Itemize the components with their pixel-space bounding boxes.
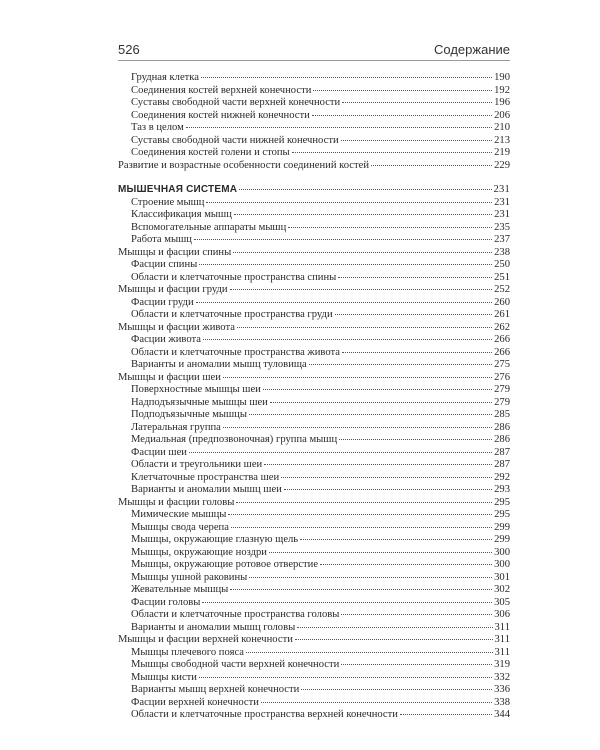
toc-entry-page: 237 — [494, 234, 510, 245]
toc-entry-page: 250 — [494, 259, 510, 270]
toc-entry-page: 286 — [494, 421, 510, 433]
toc-entry-page: 299 — [494, 521, 510, 533]
toc-entry-page: 301 — [494, 571, 510, 583]
toc-entry-page: 260 — [494, 296, 510, 308]
toc-entry[interactable] — [118, 259, 510, 272]
dot-leader — [261, 702, 492, 703]
toc-entry-page: 192 — [494, 84, 510, 96]
toc-entry[interactable] — [118, 122, 510, 135]
toc-entry[interactable] — [118, 509, 510, 522]
toc-entry-page: 319 — [494, 659, 510, 670]
dot-leader — [230, 289, 493, 290]
toc-entry-title: Фасции спины — [131, 259, 198, 270]
toc-entry-page: 311 — [494, 646, 510, 658]
dot-leader — [186, 127, 492, 128]
dot-leader — [199, 264, 492, 265]
toc-entry[interactable] — [118, 709, 510, 722]
dot-leader — [196, 302, 492, 303]
toc-entry-title: Соединения костей верхней конечности — [131, 84, 312, 96]
toc-entry-title: Варианты и аномалии мышц головы — [131, 621, 296, 633]
toc-entry[interactable] — [118, 534, 510, 547]
toc-entry-title: Строение мышц — [131, 196, 205, 208]
toc-entry[interactable] — [118, 197, 510, 210]
toc-entry-title: Мышцы ушной раковины — [131, 571, 248, 583]
toc-entry[interactable] — [118, 697, 510, 710]
dot-leader — [341, 140, 492, 141]
toc-entry-page: 338 — [494, 696, 510, 708]
toc-entry-page: 238 — [494, 246, 510, 258]
dot-leader — [309, 364, 492, 365]
toc-entry[interactable] — [118, 597, 510, 610]
toc-entry-page: 276 — [494, 371, 510, 383]
dot-leader — [199, 677, 492, 678]
toc-entry-page: 231 — [494, 209, 510, 220]
toc-entry-title: Варианты и аномалии мышц шеи — [131, 484, 282, 495]
toc-entry[interactable] — [118, 409, 510, 422]
toc-entry-page: 229 — [494, 159, 510, 171]
dot-leader — [189, 452, 492, 453]
toc-entry-page: 336 — [494, 684, 510, 695]
toc-entry-title: Мышцы кисти — [131, 671, 197, 683]
dot-leader — [342, 352, 492, 353]
dot-leader — [301, 689, 492, 690]
dot-leader — [233, 252, 492, 253]
toc-entry-title: Соединения костей нижней конечности — [131, 109, 310, 121]
dot-leader — [292, 152, 492, 153]
toc-entry-title: Области и треугольники шеи — [131, 459, 263, 470]
toc-entry-title: Жевательные мышцы — [131, 584, 229, 595]
toc-entry-page: 299 — [494, 534, 510, 545]
toc-entry-title: Работа мышц — [131, 234, 192, 245]
toc-entry-title: Грудная клетка — [131, 72, 199, 83]
toc-entry-page: 300 — [494, 559, 510, 570]
toc-group-joints — [118, 72, 510, 172]
toc-entry-title: Мышцы, окружающие ноздри — [131, 546, 267, 558]
dot-leader — [263, 389, 492, 390]
page-header — [118, 40, 510, 61]
toc-entry[interactable] — [118, 522, 510, 535]
toc-entry[interactable] — [118, 160, 510, 173]
toc-entry-title: Мышцы и фасции головы — [118, 496, 235, 508]
toc-entry-page: 210 — [494, 122, 510, 133]
table-of-contents — [118, 72, 510, 722]
toc-entry[interactable] — [118, 135, 510, 148]
toc-entry-title: Мимические мышцы — [131, 509, 227, 520]
toc-entry-page: 279 — [494, 384, 510, 395]
toc-entry[interactable] — [118, 347, 510, 360]
dot-leader — [223, 377, 492, 378]
dot-leader — [335, 314, 492, 315]
dot-leader — [339, 439, 492, 440]
toc-entry-page: 275 — [494, 359, 510, 370]
dot-leader — [295, 639, 493, 640]
dot-leader — [341, 614, 492, 615]
toc-entry-title: Области и клетчаточные пространства спины — [131, 271, 337, 283]
dot-leader — [264, 464, 492, 465]
toc-entry[interactable] — [118, 622, 510, 635]
page-number: 526 — [118, 42, 140, 57]
dot-leader — [249, 414, 492, 415]
toc-entry[interactable] — [118, 434, 510, 447]
toc-entry-page: 306 — [494, 609, 510, 620]
toc-entry-page: 286 — [494, 434, 510, 445]
dot-leader — [223, 427, 492, 428]
toc-entry[interactable] — [118, 72, 510, 85]
dot-leader — [400, 714, 492, 715]
toc-entry-page: 300 — [494, 546, 510, 558]
toc-entry-title: Суставы свободной части верхней конечности — [131, 97, 341, 108]
toc-section-page: 231 — [493, 184, 510, 195]
dot-leader — [341, 664, 492, 665]
dot-leader — [194, 239, 492, 240]
toc-entry-page: 344 — [494, 709, 510, 720]
toc-entry[interactable] — [118, 85, 510, 98]
dot-leader — [206, 202, 492, 203]
dot-leader — [237, 327, 492, 328]
toc-entry[interactable] — [118, 472, 510, 485]
toc-entry-page: 251 — [494, 271, 510, 283]
toc-entry-title: Мышцы и фасции шеи — [118, 371, 221, 383]
dot-leader — [313, 90, 492, 91]
toc-entry-page: 302 — [494, 584, 510, 595]
toc-section-title: МЫШЕЧНАЯ СИСТЕМА — [118, 184, 238, 195]
toc-entry[interactable] — [118, 684, 510, 697]
toc-entry[interactable] — [118, 584, 510, 597]
dot-leader — [320, 564, 492, 565]
dot-leader — [201, 77, 492, 78]
toc-entry[interactable] — [118, 234, 510, 247]
toc-entry-title: Области и клетчаточные пространства головы — [131, 609, 340, 620]
toc-entry-title: Мышцы и фасции спины — [118, 246, 232, 258]
toc-entry-title: Вспомогательные аппараты мышц — [131, 221, 287, 233]
dot-leader — [236, 502, 492, 503]
toc-entry[interactable] — [118, 447, 510, 460]
toc-entry[interactable] — [118, 484, 510, 497]
toc-entry-title: Фасции груди — [131, 296, 194, 308]
dot-leader — [288, 227, 492, 228]
dot-leader — [203, 339, 492, 340]
dot-leader — [312, 115, 492, 116]
toc-entry-page: 266 — [494, 334, 510, 345]
dot-leader — [342, 102, 492, 103]
toc-entry[interactable] — [118, 609, 510, 622]
dot-leader — [281, 477, 492, 478]
toc-entry[interactable] — [118, 672, 510, 685]
toc-entry[interactable] — [118, 422, 510, 435]
toc-entry-title: Суставы свободной части нижней конечности — [131, 134, 339, 146]
dot-leader — [231, 527, 492, 528]
dot-leader — [249, 577, 492, 578]
toc-entry-title: Мышцы, окружающие ротовое отверстие — [131, 559, 319, 570]
toc-entry[interactable] — [118, 309, 510, 322]
dot-leader — [297, 627, 492, 628]
toc-entry-page: 219 — [494, 147, 510, 158]
toc-entry[interactable] — [118, 497, 510, 510]
toc-entry-page: 235 — [494, 221, 510, 233]
dot-leader — [270, 402, 492, 403]
toc-entry-page: 287 — [494, 446, 510, 458]
toc-entry-title: Фасции живота — [131, 334, 201, 345]
dot-leader — [246, 652, 493, 653]
toc-entry-title: Мышцы свода черепа — [131, 521, 229, 533]
toc-entry[interactable] — [118, 209, 510, 222]
toc-entry-title: Фасции головы — [131, 596, 201, 608]
toc-entry[interactable] — [118, 634, 510, 647]
toc-entry-page: 292 — [494, 471, 510, 483]
toc-entry-title: Мышцы, окружающие глазную щель — [131, 534, 299, 545]
toc-entry-title: Фасции шеи — [131, 446, 187, 458]
toc-entry-page: 305 — [494, 596, 510, 608]
toc-entry-page: 196 — [494, 97, 510, 108]
toc-entry-title: Области и клетчаточные пространства верхней конечности — [131, 709, 398, 720]
toc-entry-title: Мышцы и фасции верхней конечности — [118, 634, 293, 645]
dot-leader — [338, 277, 492, 278]
toc-entry-title: Варианты мышц верхней конечности — [131, 684, 300, 695]
toc-entry-title: Латеральная группа — [131, 421, 221, 433]
toc-entry-title: Области и клетчаточные пространства груди — [131, 309, 333, 320]
toc-entry[interactable] — [118, 284, 510, 297]
toc-entry-title: Области и клетчаточные пространства живота — [131, 346, 340, 358]
toc-entry-title: Соединения костей голени и стопы — [131, 147, 290, 158]
toc-entry-title: Мышцы и фасции живота — [118, 321, 235, 333]
toc-entry[interactable] — [118, 659, 510, 672]
toc-entry-page: 262 — [494, 321, 510, 333]
toc-entry[interactable] — [118, 334, 510, 347]
toc-entry[interactable] — [118, 147, 510, 160]
toc-entry[interactable] — [118, 372, 510, 385]
toc-entry[interactable] — [118, 247, 510, 260]
toc-entry-page: 295 — [494, 496, 510, 508]
toc-entry-title: Медиальная (предпозвоночная) группа мышц — [131, 434, 338, 445]
dot-leader — [371, 165, 492, 166]
running-head: Содержание — [434, 42, 510, 57]
toc-entry[interactable] — [118, 459, 510, 472]
toc-entry-page: 213 — [494, 134, 510, 146]
toc-entry-page: 311 — [494, 634, 510, 645]
toc-entry-page: 231 — [494, 196, 510, 208]
dot-leader — [284, 489, 492, 490]
toc-entry-title: Развитие и возрастные особенности соединений костей — [118, 159, 370, 171]
toc-entry[interactable] — [118, 384, 510, 397]
toc-entry-title: Мышцы свободной части верхней конечности — [131, 659, 340, 670]
dot-leader — [239, 189, 491, 190]
toc-entry-title: Поверхностные мышцы шеи — [131, 384, 261, 395]
toc-entry[interactable] — [118, 222, 510, 235]
toc-entry-title: Классификация мышц — [131, 209, 232, 220]
toc-entry-page: 287 — [494, 459, 510, 470]
toc-entry-title: Мышцы плечевого пояса — [131, 646, 244, 658]
toc-entry-title: Надподъязычные мышцы шеи — [131, 396, 268, 408]
toc-entry[interactable] — [118, 559, 510, 572]
toc-entry[interactable] — [118, 397, 510, 410]
dot-leader — [234, 214, 492, 215]
toc-entry-page: 266 — [494, 346, 510, 358]
toc-group-muscles — [118, 197, 510, 722]
toc-entry-title: Клетчаточные пространства шеи — [131, 471, 280, 483]
toc-entry-title: Мышцы и фасции груди — [118, 284, 228, 295]
toc-entry-page: 206 — [494, 109, 510, 121]
toc-entry-page: 295 — [494, 509, 510, 520]
dot-leader — [202, 602, 492, 603]
toc-entry[interactable] — [118, 572, 510, 585]
toc-entry-page: 311 — [494, 621, 510, 633]
dot-leader — [300, 539, 492, 540]
toc-section-heading[interactable] — [118, 184, 510, 197]
toc-entry-page: 252 — [494, 284, 510, 295]
toc-entry[interactable] — [118, 97, 510, 110]
toc-entry-title: Фасции верхней конечности — [131, 696, 259, 708]
toc-entry[interactable] — [118, 322, 510, 335]
section-gap — [118, 172, 510, 184]
toc-entry[interactable] — [118, 547, 510, 560]
toc-entry[interactable] — [118, 359, 510, 372]
toc-entry-title: Таз в целом — [131, 122, 184, 133]
toc-entry[interactable] — [118, 110, 510, 123]
dot-leader — [230, 589, 492, 590]
toc-entry-title: Подподъязычные мышцы — [131, 409, 247, 420]
toc-entry-page: 285 — [494, 409, 510, 420]
toc-entry-page: 279 — [494, 396, 510, 408]
toc-entry-page: 190 — [494, 72, 510, 83]
toc-entry-page: 332 — [494, 671, 510, 683]
dot-leader — [228, 514, 492, 515]
toc-entry[interactable] — [118, 272, 510, 285]
toc-entry-page: 261 — [494, 309, 510, 320]
toc-entry-title: Варианты и аномалии мышц туловища — [131, 359, 307, 370]
toc-entry[interactable] — [118, 297, 510, 310]
toc-entry[interactable] — [118, 647, 510, 660]
dot-leader — [269, 552, 492, 553]
toc-entry-page: 293 — [494, 484, 510, 495]
